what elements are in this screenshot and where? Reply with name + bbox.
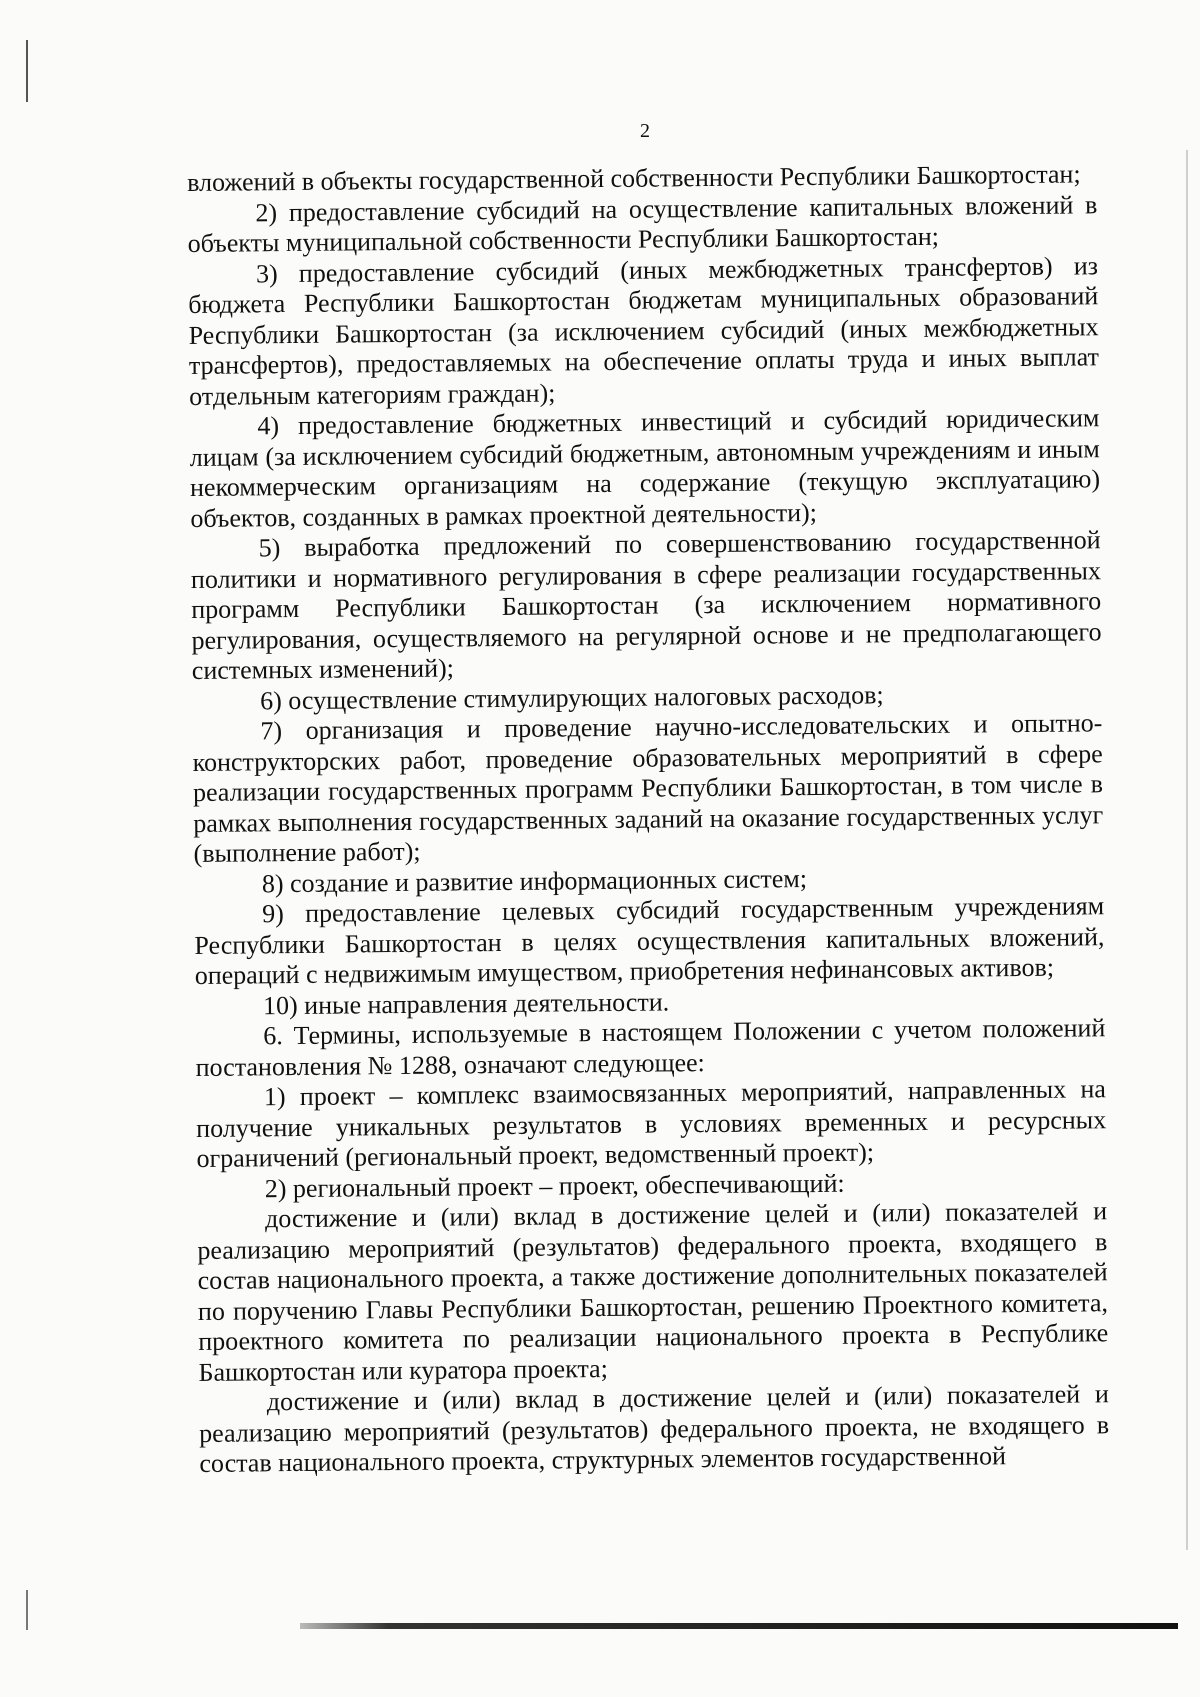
scan-edge-mark bbox=[26, 40, 28, 102]
paragraph: 1) проект – комплекс взаимосвязанных мероприятий, направленных на получение уникальных результатов в условиях временных и ресурсных ограничений (региональный проект, ведомственный проект); bbox=[196, 1074, 1107, 1173]
paragraph: 2) региональный проект – проект, обеспечивающий: bbox=[264, 1168, 845, 1203]
paragraph: вложений в объекты государственной собственности Республики Башкортостан; bbox=[187, 159, 1081, 197]
page-number: 2 bbox=[640, 120, 650, 142]
paragraph: 10) иные направления деятельности. bbox=[262, 986, 670, 1020]
paragraph: 4) предоставление бюджетных инвестиций и субсидий юридическим лицам (за исключением субсидий бюджетным, автономным учреждениям и иным некоммерческим организациям на содержание (текущую эксплуатацию) объектов, созданных в рамках проектной деятельности); bbox=[189, 403, 1101, 533]
paragraph: 2) предоставление субсидий на осуществление капитальных вложений в объекты муниципальной собственности Республики Башкортостан; bbox=[187, 189, 1098, 258]
paragraph: 8) создание и развитие информационных систем; bbox=[261, 863, 808, 898]
document-body bbox=[187, 159, 1110, 1479]
paragraph: достижение и (или) вклад в достижение целей и (или) показателей и реализацию мероприятий (результатов) федерального проекта, входящего в состав национального проекта, а также достижение дополнительных показателей по поручению Главы Республики Башкортостан, решению Проектного комитета, проектного комитета по реализации национального проекта в Республике Башкортостан или куратора проекта; bbox=[197, 1196, 1109, 1387]
paragraph: 3) предоставление субсидий (иных межбюджетных трансфертов) из бюджета Республики Башкортостан бюджетам муниципальных образований Республики Башкортостан (за исключением субсидий (иных межбюджетных трансфертов), предоставляемых на обеспечение оплаты труда и иных выплат отдельным категориям граждан); bbox=[188, 250, 1099, 411]
paragraph: 9) предоставление целевых субсидий государственным учреждениям Республики Башкортостан в целях осуществления капитальных вложений, операций с недвижимым имуществом, приобретения нефинансовых активов; bbox=[194, 891, 1105, 990]
scan-bottom-bar bbox=[300, 1623, 1178, 1629]
scan-edge-mark bbox=[1186, 150, 1188, 1550]
paragraph: достижение и (или) вклад в достижение целей и (или) показателей и реализацию мероприятий (результатов) федерального проекта, не входящего в состав национального проекта, структурных элементов государственной bbox=[199, 1379, 1110, 1478]
scan-edge-mark bbox=[26, 1590, 28, 1630]
paragraph: 5) выработка предложений по совершенствованию государственной политики и нормативного регулирования в сфере реализации государственных программ Республики Башкортостан (за исключением нормативного регулирования, осуществляемого на регулярной основе и не предполагающего системных изменений); bbox=[190, 525, 1102, 685]
paragraph: 6) осуществление стимулирующих налоговых расходов; bbox=[259, 679, 884, 715]
paragraph: 6. Термины, используемые в настоящем Положении с учетом положений постановления № 1288, означают следующее: bbox=[195, 1013, 1106, 1082]
paragraph: 7) организация и проведение научно-исследовательских и опытно-конструкторских работ, проведение образовательных мероприятий в сфере реализации государственных программ Республики Башкортостан, в том числе в рамках выполнения государственных заданий на оказание государственных услуг (выполнение работ); bbox=[192, 708, 1104, 868]
